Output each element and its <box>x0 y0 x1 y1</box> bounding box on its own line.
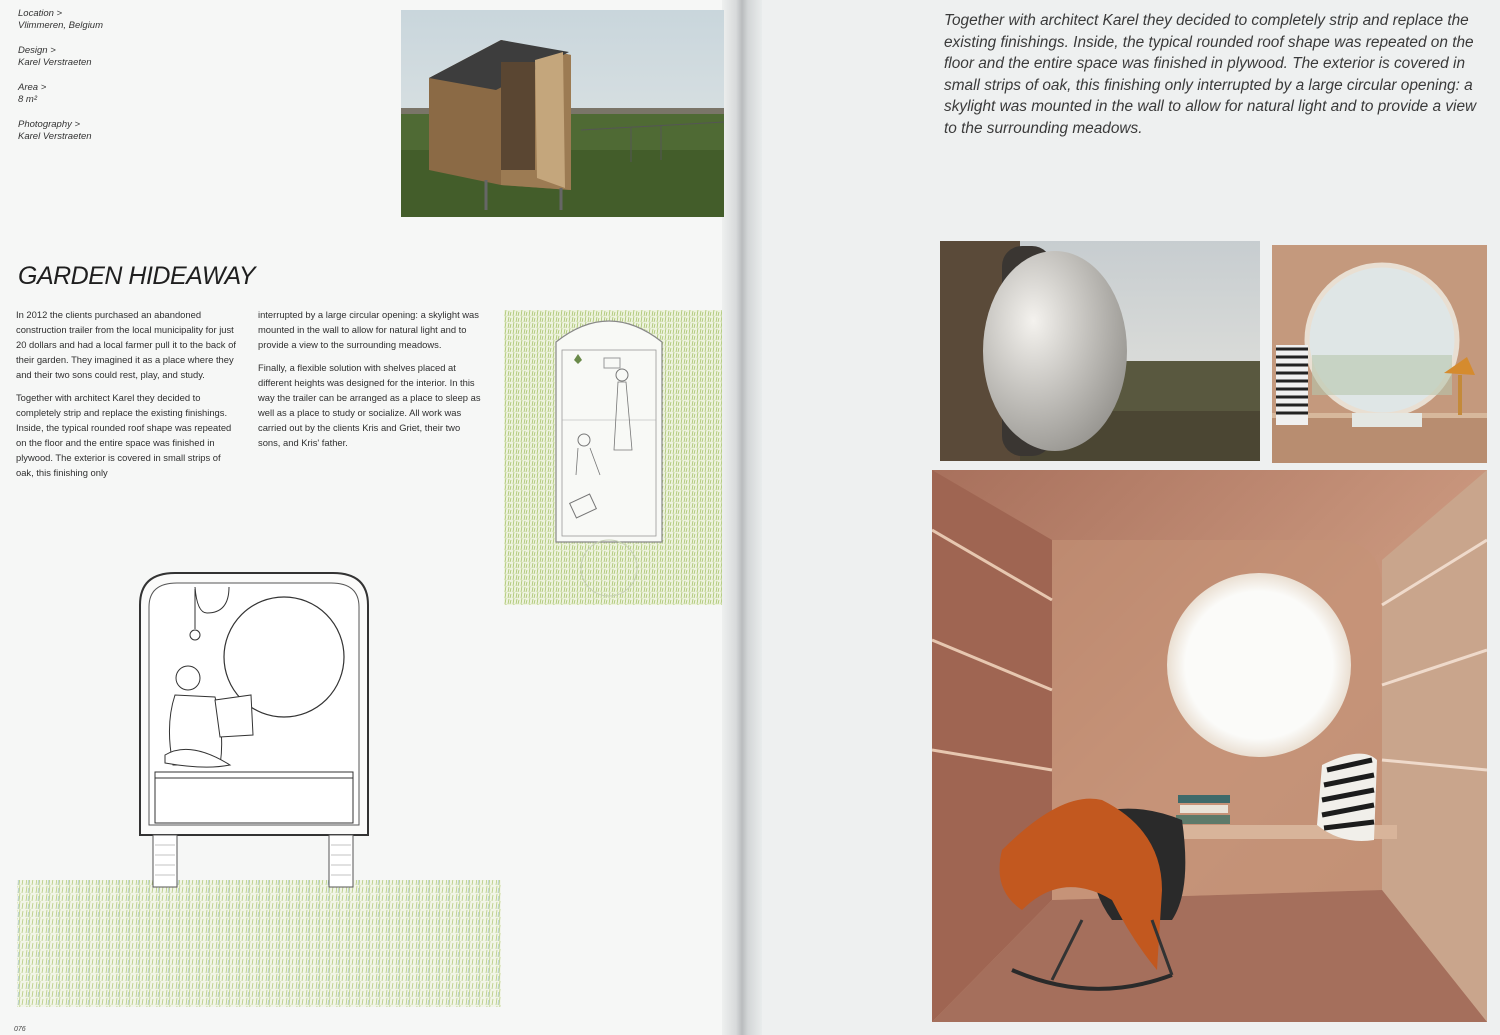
body-column-2 <box>258 307 482 458</box>
body-paragraph: Together with architect Karel they decided to completely strip and replace the existing finishings. Inside, the typical rounded roof shape was repeated on the floor and the entire space was finished in plywood. The exterior is covered in small strips of oak, this finishing only <box>16 392 232 478</box>
design-value: Karel Verstraeten <box>18 57 92 68</box>
design-label: Design > <box>18 45 56 56</box>
pull-quote: Together with architect Karel they decided to completely strip and replace the existing finishings. Inside, the typical rounded roof shape was repeated on the floor and the entire space was finished in plywood. The exterior is covered in small strips of oak, this finishing only interrupted by a large circular opening: a skylight was mounted in the wall to allow for natural light and to provide a view to the surrounding meadows. <box>944 12 1477 137</box>
location-label: Location > <box>18 8 63 19</box>
exterior-trailer-photo <box>401 10 724 217</box>
floor-plan-illustration <box>504 310 722 605</box>
article-title: GARDEN HIDEAWAY <box>18 262 255 290</box>
body-paragraph: interrupted by a large circular opening: a skylight was mounted in the wall to allow for natural light and to provide a view to the surrounding meadows. <box>258 309 479 350</box>
photography-label: Photography > <box>18 119 81 130</box>
book-gutter <box>722 0 762 1035</box>
project-metadata <box>18 8 103 156</box>
body-paragraph: Finally, a flexible solution with shelves placed at different heights was designed for the interior. In this way the trailer can be arranged as a place to sleep as well as a place to study or socialize. All work was carried out by the clients Kris and Griet, their two sons, and Kris' father. <box>258 362 481 448</box>
photography-value: Karel Verstraeten <box>18 131 92 142</box>
skylight-exterior-photo <box>940 241 1260 461</box>
body-paragraph: In 2012 the clients purchased an abandoned construction trailer from the local municipality for just 20 dollars and had a local farmer pull it to the back of their garden. They imagined it as a place where they and their two sons could rest, play, and study. <box>16 309 236 380</box>
page-number: 076 <box>14 1026 26 1033</box>
plywood-interior-photo <box>932 470 1487 1022</box>
area-label: Area > <box>18 82 47 93</box>
body-column-1 <box>16 307 240 488</box>
area-value: 8 m² <box>18 94 37 105</box>
location-value: Vlimmeren, Belgium <box>18 20 103 31</box>
round-window-interior-photo <box>1272 245 1487 463</box>
section-illustration <box>15 565 503 1010</box>
